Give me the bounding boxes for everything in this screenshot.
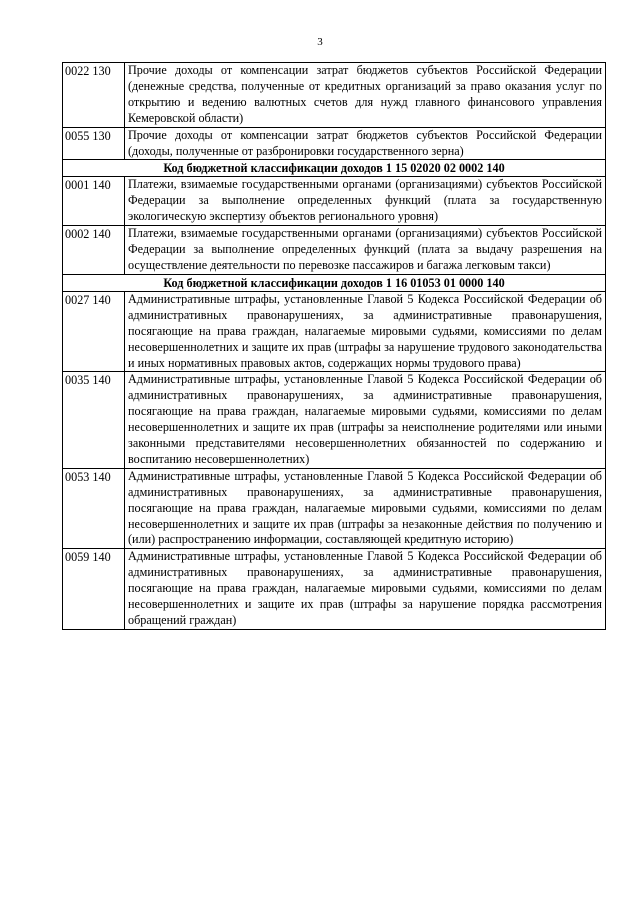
income-code: 0001 140 <box>63 177 125 226</box>
classification-code-heading: Код бюджетной классификации доходов 1 16 01053 01 0000 140 <box>63 274 606 291</box>
section-heading-row <box>63 160 606 177</box>
table-row <box>63 468 606 549</box>
table-row <box>63 177 606 226</box>
budget-codes-table <box>62 62 606 630</box>
income-code: 0035 140 <box>63 372 125 468</box>
income-description: Административные штрафы, установленные Главой 5 Кодекса Российской Федерации об административных правонарушениях, за административные правонарушения, посягающие на права граждан, налагаемые мировыми судьями, комиссиями по делам несовершеннолетних и защите их прав (штрафы за незаконные действия по получению и (или) распространению информации, составляющей кредитную историю) <box>125 468 606 549</box>
income-code: 0022 130 <box>63 63 125 128</box>
table-row <box>63 372 606 468</box>
table-row <box>63 291 606 372</box>
income-description: Административные штрафы, установленные Главой 5 Кодекса Российской Федерации об административных правонарушениях, за административные правонарушения, посягающие на права граждан, налагаемые мировыми судьями, комиссиями по делам несовершеннолетних и защите их прав (штрафы за нарушение порядка рассмотрения обращений граждан) <box>125 549 606 630</box>
table-row <box>63 549 606 630</box>
income-description: Платежи, взимаемые государственными органами (организациями) субъектов Российской Федерации за выполнение определенных функций (плата за государственную экологическую экспертизу объектов регионального уровня) <box>125 177 606 226</box>
income-code: 0055 130 <box>63 127 125 160</box>
income-description: Административные штрафы, установленные Главой 5 Кодекса Российской Федерации об административных правонарушениях, за административные правонарушения, посягающие на права граждан, налагаемые мировыми судьями, комиссиями по делам несовершеннолетних и защите их прав (штрафы за нарушение трудового законодательства и иных нормативных правовых актов, содержащих нормы трудового права) <box>125 291 606 372</box>
income-code: 0002 140 <box>63 226 125 275</box>
page-number: 3 <box>317 36 323 48</box>
section-heading-row <box>63 274 606 291</box>
income-description: Прочие доходы от компенсации затрат бюджетов субъектов Российской Федерации (доходы, полученные от разбронировки государственного зерна) <box>125 127 606 160</box>
income-description: Прочие доходы от компенсации затрат бюджетов субъектов Российской Федерации (денежные средства, полученные от кредитных организаций за право оказания услуг по открытию и ведению валютных счетов для нужд главного финансового управления Кемеровской области) <box>125 63 606 128</box>
income-code: 0027 140 <box>63 291 125 372</box>
income-code: 0053 140 <box>63 468 125 549</box>
table-row <box>63 226 606 275</box>
table-row <box>63 127 606 160</box>
income-description: Административные штрафы, установленные Главой 5 Кодекса Российской Федерации об административных правонарушениях, за административные правонарушения, посягающие на права граждан, налагаемые мировыми судьями, комиссиями по делам несовершеннолетних и защите их прав (штрафы за неисполнение родителями или иными законными представителями несовершеннолетних обязанностей по содержанию и воспитанию несовершеннолетних) <box>125 372 606 468</box>
income-description: Платежи, взимаемые государственными органами (организациями) субъектов Российской Федерации за выполнение определенных функций (плата за выдачу разрешения на осуществление деятельности по перевозке пассажиров и багажа легковым такси) <box>125 226 606 275</box>
classification-code-heading: Код бюджетной классификации доходов 1 15 02020 02 0002 140 <box>63 160 606 177</box>
table-row <box>63 63 606 128</box>
income-code: 0059 140 <box>63 549 125 630</box>
